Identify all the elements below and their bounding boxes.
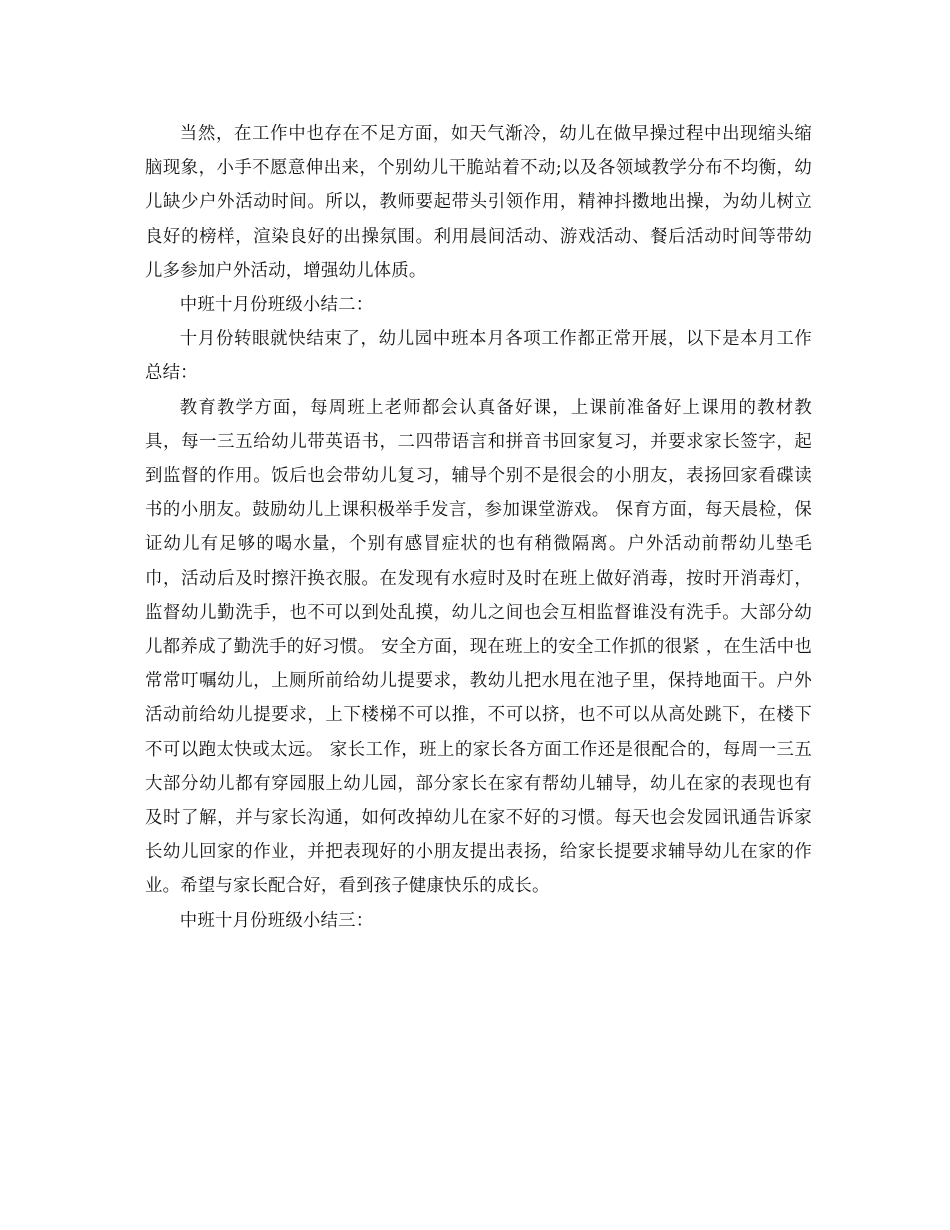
section-heading-summary-two: 中班十月份班级小结二：: [179, 295, 374, 316]
paragraph-intro: 十月份转眼就快结束了，幼儿园中班本月各项工作都正常开展，以下是本月工作总结：: [145, 329, 812, 384]
section-heading-summary-three: 中班十月份班级小结三：: [179, 910, 374, 931]
paragraph-shortcomings: 当然，在工作中也存在不足方面，如天气渐冷，幼儿在做早操过程中出现缩头缩脑现象，小手不愿意伸出来，个别幼儿干脆站着不动;以及各领域教学分布不均衡，幼儿缺少户外活动时间。所以，教师要起带头引领作用，精神抖擞地出操，为幼儿树立良好的榜样，渲染良好的出操氛围。利用晨间活动、游戏活动、餐后活动时间等带幼儿多参加户外活动，增强幼儿体质。: [145, 124, 812, 281]
paragraph-work-details: 教育教学方面，每周班上老师都会认真备好课，上课前准备好上课用的教材教具，每一三五给幼儿带英语书，二四带语言和拼音书回家复习，并要求家长签字，起到监督的作用。饭后也会带幼儿复习，辅导个别不是很会的小朋友，表扬回家看碟读书的小朋友。鼓励幼儿上课积极举手发言，参加课堂游戏。 保育方面，每天晨检，保证幼儿有足够的喝水量，个别有感冒症状的也有稍微隔离。户外活动前帮幼儿垫毛巾，活动后及时擦汗换衣服。在发现有水痘时及时在班上做好消毒，按时开消毒灯，监督幼儿勤洗手，也不可以到处乱摸，幼儿之间也会互相监督谁没有洗手。大部分幼儿都养成了勤洗手的好习惯。 安全方面，现在班上的安全工作抓的很紧 ，在生活中也常常叮嘱幼儿，上厕所前给幼儿提要求，教幼儿把水甩在池子里，保持地面干。户外活动前给幼儿提要求，上下楼梯不可以推，不可以挤，也不可以从高处跳下，在楼下不可以跑太快或太远。 家长工作，班上的家长各方面工作还是很配合的，每周一三五大部分幼儿都有穿园服上幼儿园，部分家长在家有帮幼儿辅导，幼儿在家的表现也有及时了解，并与家长沟通，如何改掉幼儿在家不好的习惯。每天也会发园讯通告诉家长幼儿回家的作业，并把表现好的小朋友提出表扬，给家长提要求辅导幼儿在家的作业。希望与家长配合好，看到孩子健康快乐的成长。: [145, 397, 812, 897]
document-body: [145, 117, 812, 938]
